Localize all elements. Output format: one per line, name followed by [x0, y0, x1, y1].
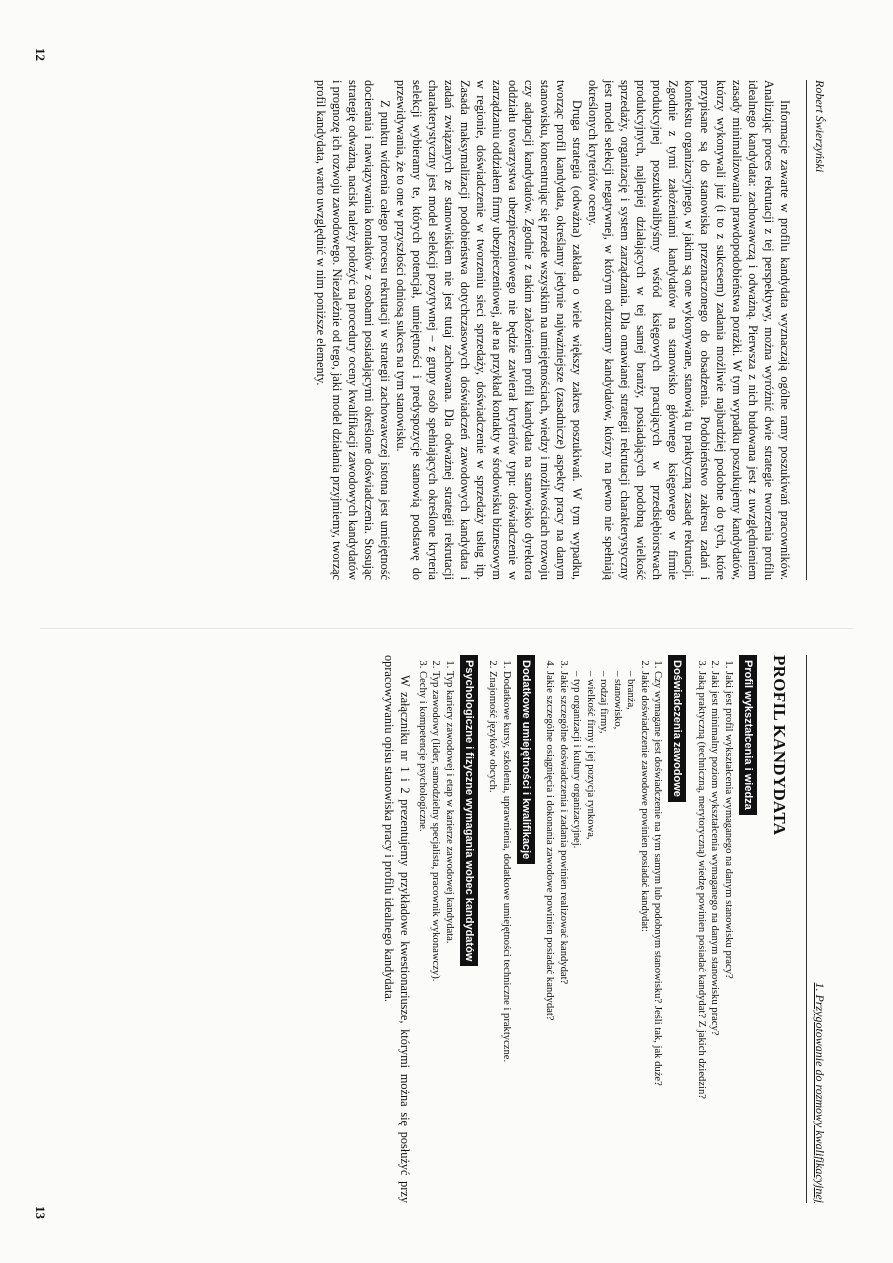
left-page-number: 12: [33, 48, 48, 61]
sub-list-item: – stanowisko,: [612, 671, 623, 730]
list-item-with-subitems: [570, 671, 651, 1203]
list-item: 3. Jakie szczególne doświadczenia i zadania powinien realizować kandydat?: [557, 671, 571, 1203]
right-header-rule: [806, 655, 807, 1203]
sub-list-item: – branża,: [625, 671, 637, 710]
section-heading-experience: Doświadczenia zawodowe: [669, 655, 687, 802]
education-list: [695, 655, 736, 1203]
section-heading-education: Profil wykształcenia i wiedza: [739, 655, 757, 815]
skills-list: [486, 655, 513, 1203]
list-item: 1. Typ kariery zawodowej i etap w karierze zawodowej kandydata.: [443, 671, 457, 1203]
section-heading-skills: Dodatkowe umiejętności i kwalifikacje: [517, 655, 535, 864]
left-running-head: Robert Świerzyński: [813, 80, 827, 173]
left-page: [0, 0, 893, 625]
list-item: 1. Czy wymagane jest doświadczenie na tym samym lub podobnym stanowisku? Jeśli tak, jak duże?: [651, 671, 665, 1203]
left-paragraph-2: Druga strategia (odważna) zakłada o wiele większy zakres poszukiwań. W tym wypadku, tworząc profil kandydata, określamy jedynie najważniejsze (zasadnicze) aspekty pracy na danym stanowisku, koncentrując się przede wszystkim na umiejętnościach, wiedzy i możliwościach rozwoju czy adaptacji kandydatów. Zgodnie z takim założeniem profil kandydata na stanowisko dyrektora oddziału towarzystwa ubezpieczeniowego nie będzie zawierał kryteriów typu: doświadczenie w zarządzaniu oddziałem firmy ubezpieczeniowej, ale na przykład kontakty w środowisku biznesowym w regionie, doświadczenie w tworzeniu sieci sprzedaży, doświadczenie w sprzedaży usług itp. Zasada maksymalizacji podobieństwa dotychczasowych doświadczeń zawodowych kandydata i zadań związanych ze stanowiskiem nie jest tutaj zachowana. Dla odważnej strategii rekrutacji charakterystyczny jest model selekcji pozytywnej – z grupy osób spełniających określone kryteria selekcji wybieramy te, których potencjał, umiejętności i predyspozycje stanowią podstawę do przewidywania, że to one w przyszłości odniosą sukces na tym stanowisku.: [394, 80, 584, 580]
left-paragraph-1: Informacje zawarte w profilu kandydata wyznaczają ogólne ramy poszukiwań pracowników. Analizując proces rekrutacji z tej perspektywy, można wyróżnić dwie strategie tworzenia profilu idealnego kandydata: zachowawczą i odważną. Pierwsza z nich budowana jest z uwzględnieniem zasady minimalizowania prawdopodobieństwa porażki. W tym wypadku poszukujemy kandydatów, którzy wykonywali już (i to z sukcesem) zadania możliwie najbardziej podobne do tych, które przypisane są do stanowiska przeznaczonego do obsadzenia. Podobieństwo zakresu zadań i kontekstu organizacyjnego, w jakim są one wykonywane, stanowią tu praktyczną zasadę rekrutacji. Zgodnie z tymi założeniami kandydatów na stanowisko głównego księgowego w firmie produkcyjnej poszukiwalibyśmy wśród księgowych pracujących w przedsiębiorstwach produkcyjnych, najlepiej działających w tej samej branży, posiadających podobną wielkość sprzedaży, organizację i system zarządzania. Dla omawianej strategii rekrutacji charakterystyczny jest model selekcji negatywnej, w którym odrzucamy kandydatów, którzy na pewno nie spełniają określonych kryteriów oceny.: [586, 80, 792, 580]
right-running-head: 1. Przygotowanie do rozmowy kwalifikacyjnej: [813, 982, 827, 1203]
page-gutter: [40, 628, 853, 629]
list-item: 2. Typ zawodowy (lider, samodzielny specjalista, pracownik wykonawczy).: [429, 671, 443, 1203]
left-header-rule: [806, 80, 807, 580]
profile-title: PROFIL KANDYDATA: [770, 655, 789, 836]
list-item: 2. Znajomość języków obcych.: [486, 671, 500, 1203]
section-heading-psychological: Psychologiczne i fizyczne wymagania wobec kandydatów: [460, 655, 478, 966]
psychological-list: [416, 655, 457, 1203]
left-paragraph-3: Z punktu widzenia całego procesu rekrutacji w strategii zachowawczej istotna jest umiejętność docierania i nawiązywania kontaktów z osobami posiadającymi określone doświadczenia. Stosując strategię odważną, nacisk należy położyć na procedury oceny kwalifikacji zawodowych kandydatów i prognozę ich rozwoju zawodowego. Niezależnie od tego, jaki model działania przyjmiemy, tworząc profil kandydata, warto uwzględnić w nim poniższe elementy.: [314, 80, 392, 580]
right-body-text: [382, 655, 794, 1203]
list-item: 3. Cechy i kompetencje psychologiczne.: [416, 671, 430, 1203]
list-item: 1. Jaki jest profil wykształcenia wymaganego na danym stanowisku pracy?: [722, 671, 736, 1203]
experience-sublist: [570, 671, 638, 1203]
list-item: 2. Jaki jest minimalny poziom wykształcenia wymaganego na danym stanowisku pracy?: [708, 671, 722, 1203]
list-item: 1. Dodatkowe kursy, szkolenia, uprawnienia, dodatkowe umiejętności techniczne i praktyczne.: [500, 671, 514, 1203]
list-item: 3. Jaką praktyczną (techniczną, merytoryczną) wiedzę powinien posiadać kandydat? Z jakich dziedzin?: [695, 671, 709, 1203]
sub-list-item: – rodzaj firmy,: [598, 671, 610, 734]
list-item: 4. Jakie szczególne osiągnięcia i dokonania zawodowe powinien posiadać kandydat?: [543, 671, 557, 1203]
right-page: [0, 635, 893, 1263]
list-item-text: Jakie doświadczenie zawodowe powinien posiadać kandydat:: [639, 671, 650, 932]
right-page-number: 13: [33, 1206, 48, 1219]
closing-paragraph: W załączniku nr 1 i 2 prezentujemy przykładowe kwestionariusze, którymi można się posłużyć przy opracowywaniu opisu stanowiska pracy i profilu idealnego kandydata.: [382, 655, 413, 1203]
experience-list: [543, 655, 665, 1203]
sub-list-item: – typ organizacji i kultury organizacyjnej.: [571, 671, 583, 849]
left-body-text: [313, 80, 793, 580]
sub-list-item: – wielkość firmy i jej pozycja rynkowa,: [585, 671, 596, 840]
